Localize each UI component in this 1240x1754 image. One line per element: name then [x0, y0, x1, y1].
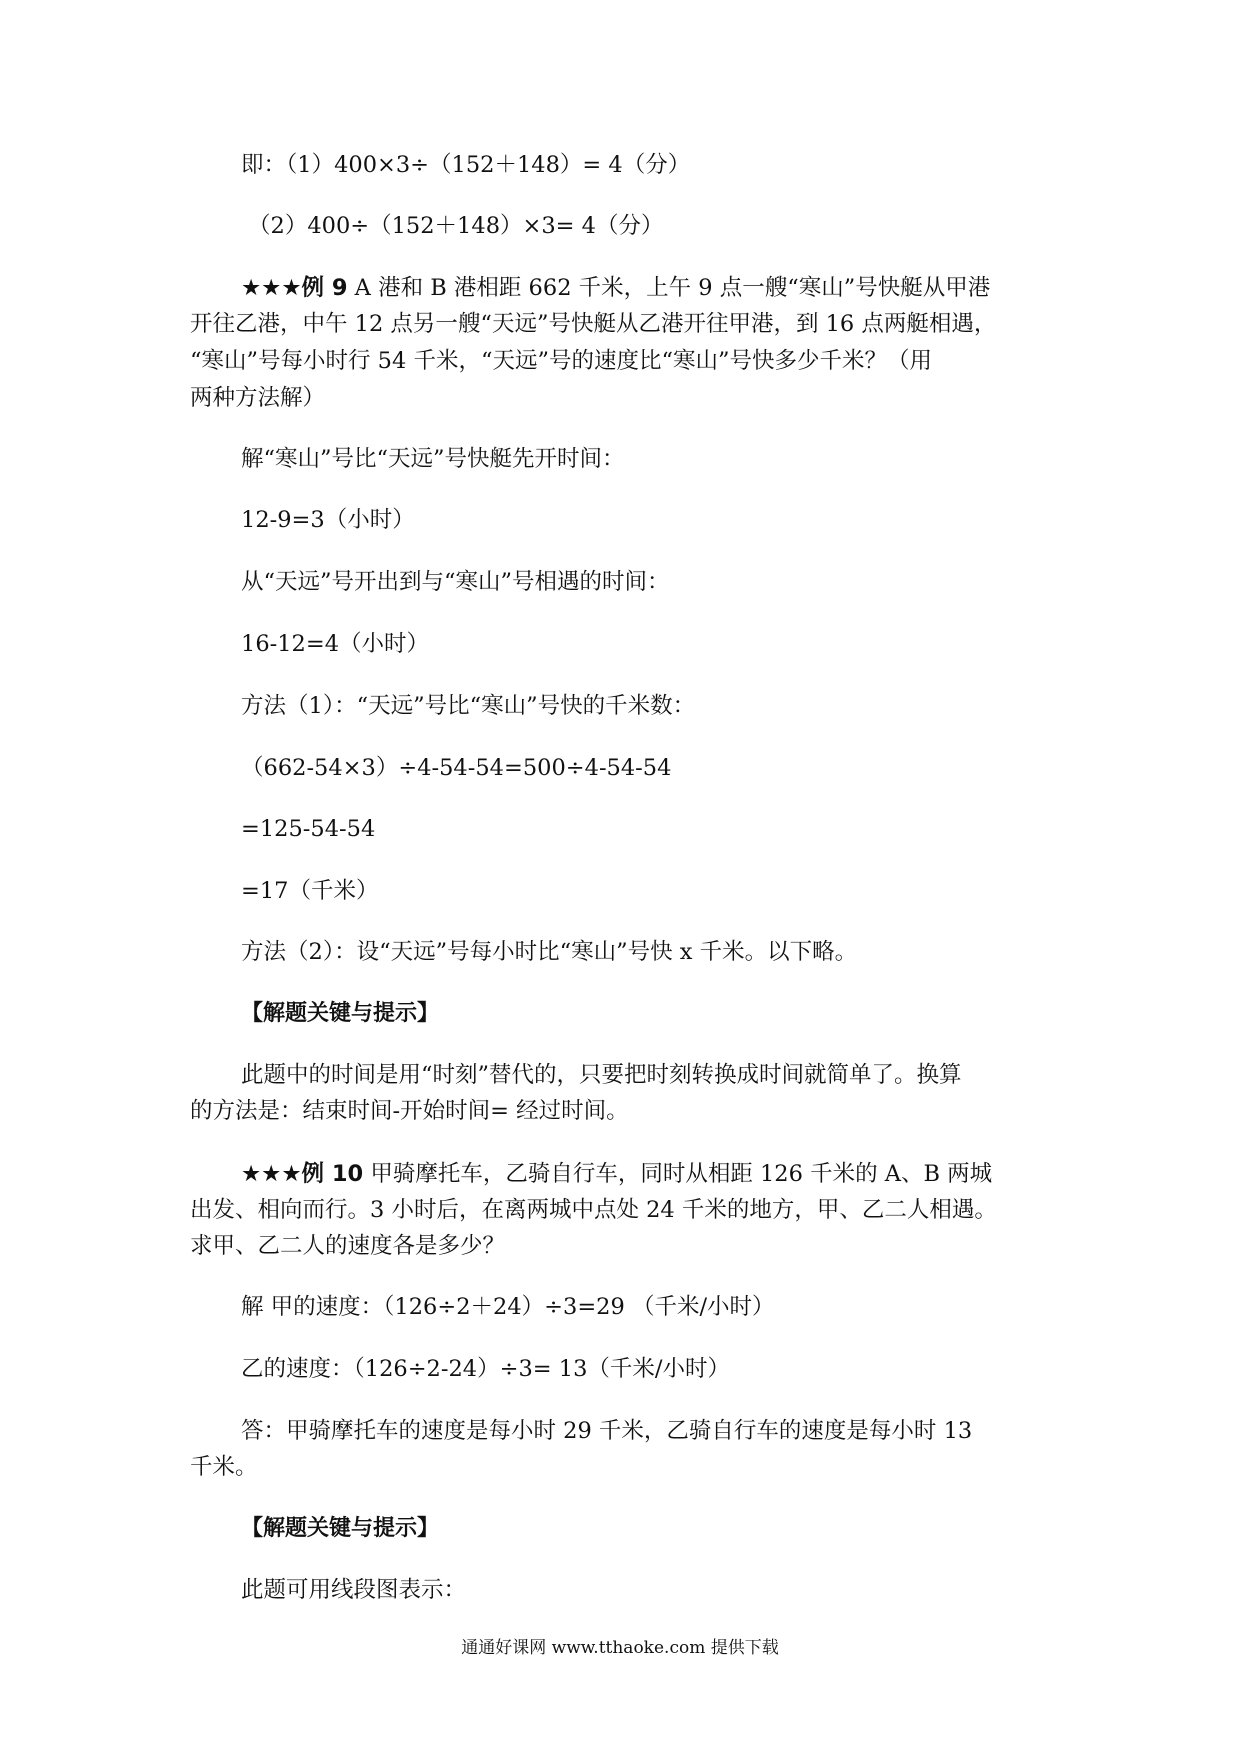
example-10-label: ★★★例 10 [241, 1161, 364, 1187]
example-9-solution-1: 解“寒山”号比“天远”号快艇先开时间： [241, 446, 625, 472]
example-9-text-4: 两种方法解） [190, 385, 326, 411]
example-10-solution-2: 乙的速度：（126÷2-24）÷3= 13（千米/小时） [241, 1356, 730, 1382]
example-9-solution-4: 16-12=4（小时） [241, 631, 430, 657]
example-9-hint-title: 【解题关键与提示】 [241, 1001, 440, 1026]
example-9-hint-2: 的方法是：结束时间-开始时间= 经过时间。 [190, 1098, 629, 1124]
example-9-text-2: 开往乙港，中午 12 点另一艘“天远”号快艇从乙港开往甲港，到 16 点两艇相遇， [190, 311, 997, 337]
example-9-calc-1: （662-54×3）÷4-54-54=500÷4-54-54 [241, 755, 672, 781]
example-9-method-1: 方法（1）：“天远”号比“寒山”号快的千米数： [241, 693, 696, 719]
example-10-hint-title: 【解题关键与提示】 [241, 1516, 440, 1541]
footer-credit: 通通好课网 www.tthaoke.com 提供下载 [461, 1638, 779, 1658]
example-9-text-1: A 港和 B 港相距 662 千米，上午 9 点一艘“寒山”号快艇从甲港 [347, 275, 991, 301]
example-9-solution-3: 从“天远”号开出到与“寒山”号相遇的时间： [241, 569, 670, 595]
example-10-answer-1: 答：甲骑摩托车的速度是每小时 29 千米，乙骑自行车的速度是每小时 13 [241, 1418, 973, 1444]
example-9-calc-3: =17（千米） [241, 878, 379, 904]
example-9-first-line [241, 271, 990, 305]
example-9-label: ★★★例 9 [241, 275, 348, 301]
example-10-text-2: 出发、相向而行。3 小时后，在离两城中点处 24 千米的地方，甲、乙二人相遇。 [190, 1197, 997, 1223]
example-10-text-1: 甲骑摩托车，乙骑自行车，同时从相距 126 千米的 A、B 两城 [363, 1161, 993, 1187]
example-10-answer-2: 千米。 [190, 1454, 258, 1480]
calc-line-2: （2）400÷（152＋148）×3= 4（分） [248, 213, 664, 239]
example-10-text-3: 求甲、乙二人的速度各是多少？ [190, 1233, 506, 1259]
example-9-text-3: “寒山”号每小时行 54 千米，“天远”号的速度比“寒山”号快多少千米？（用 [190, 348, 932, 374]
example-9-hint-1: 此题中的时间是用“时刻”替代的，只要把时刻转换成时间就简单了。换算 [241, 1062, 962, 1088]
example-10-first-line [241, 1157, 992, 1191]
example-10-hint-1: 此题可用线段图表示： [241, 1577, 467, 1603]
calc-line-1: 即：（1）400×3÷（152＋148）= 4（分） [241, 152, 691, 178]
example-9-calc-2: =125-54-54 [241, 816, 376, 842]
example-9-method-2: 方法（2）：设“天远”号每小时比“寒山”号快 x 千米。以下略。 [241, 939, 858, 965]
example-10-solution-1: 解 甲的速度：（126÷2＋24）÷3=29 （千米/小时） [241, 1294, 775, 1320]
example-9-solution-2: 12-9=3（小时） [241, 507, 415, 533]
